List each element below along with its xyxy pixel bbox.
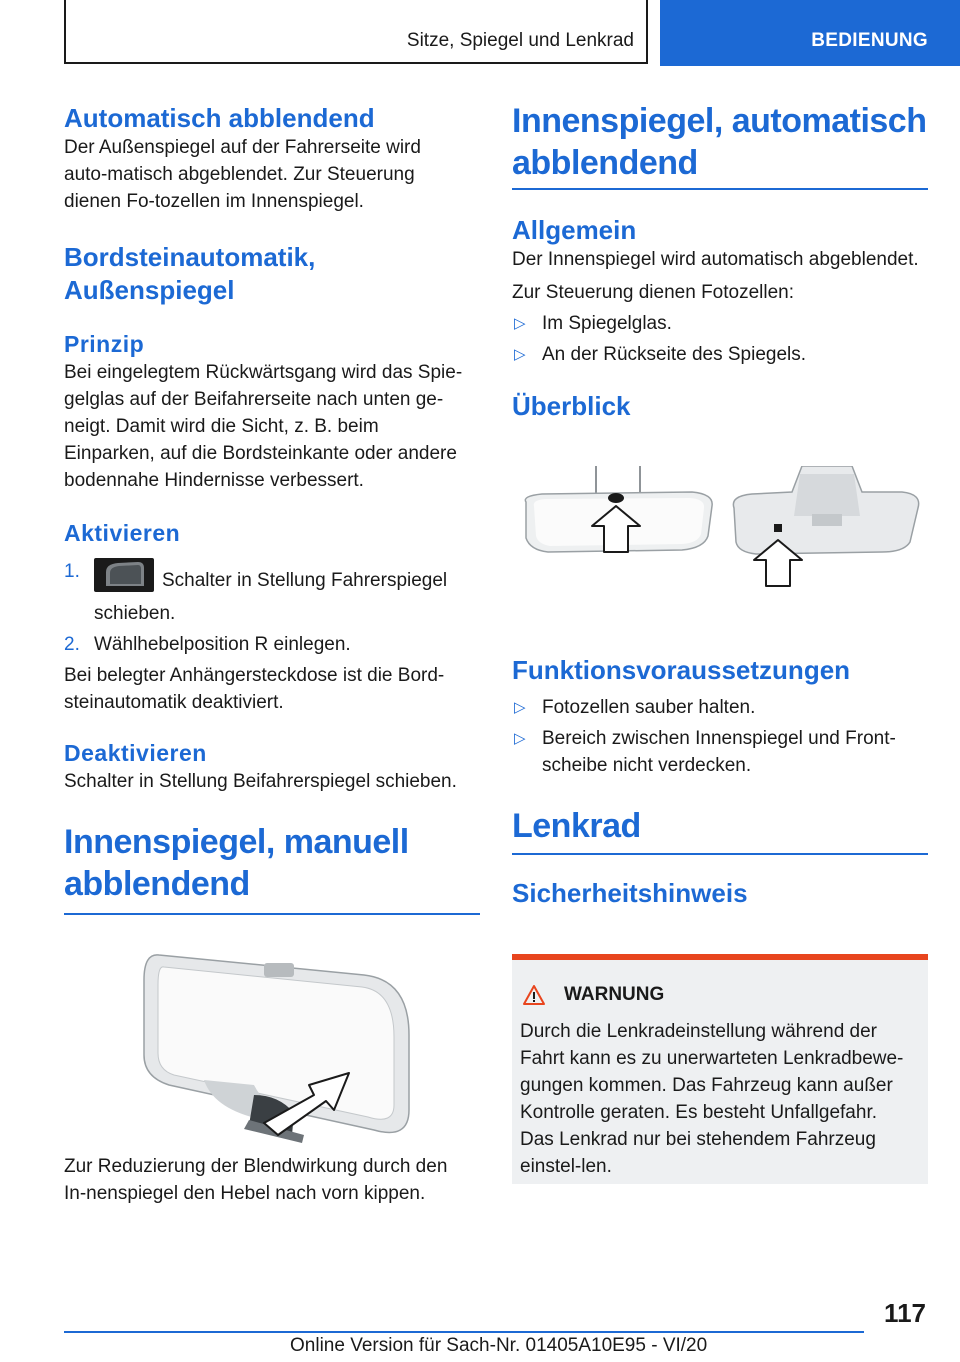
mirror-switch-icon (94, 558, 154, 600)
requirements-heading: Funktionsvoraussetzungen (512, 655, 851, 685)
general-heading: Allgemein (512, 215, 637, 245)
step-text: Wählhebelposition R einlegen. (94, 634, 351, 655)
list-item (64, 631, 480, 658)
footer-rule (64, 1331, 864, 1333)
sensors-list (512, 310, 928, 368)
trailer-note: Bei belegter Anhängersteckdose ist die Bord-steinautomatik deaktiviert. (64, 665, 445, 713)
list-item-text-cont: scheibe nicht verdecken. (542, 755, 752, 776)
bullet-triangle-icon: ▷ (514, 699, 526, 716)
warning-box (512, 954, 928, 1184)
auto-mirror-image (512, 466, 928, 616)
deactivate-heading: Deaktivieren (64, 740, 207, 766)
section-title: Sitze, Spiegel und Lenkrad (406, 30, 634, 51)
curb-heading-line1: Bordsteinautomatik, (64, 242, 316, 272)
section-rule (512, 188, 928, 190)
right-column (512, 100, 928, 909)
list-item (64, 558, 480, 627)
list-item (512, 725, 928, 779)
manual-mirror-image (64, 945, 480, 1145)
steering-heading: Lenkrad (512, 807, 641, 845)
warning-triangle-icon (522, 984, 546, 1006)
curb-heading-line2: Außenspiegel (64, 275, 235, 305)
manual-heading-line2: abblendend (64, 865, 250, 903)
manual-heading-line1: Innenspiegel, manuell (64, 823, 409, 861)
step-number: 1. (64, 561, 80, 582)
safety-heading: Sicherheitshinweis (512, 878, 748, 908)
auto-heading-line2: abblendend (512, 144, 698, 182)
warning-label: WARNUNG (564, 984, 665, 1005)
section-header (64, 0, 648, 64)
left-column (64, 100, 480, 1207)
manual-heading (64, 821, 480, 905)
list-item (512, 310, 928, 337)
chapter-title: BEDIENUNG (811, 30, 928, 51)
page-number: 117 (884, 1298, 926, 1328)
list-item (512, 341, 928, 368)
warning-header (520, 980, 916, 1010)
footer-online-version: Online Version für Sach-Nr. 01405A10E95 - VI/20 (290, 1335, 708, 1356)
auto-mirror-heading (512, 100, 928, 184)
list-item-text: Fotozellen sauber halten. (542, 697, 756, 718)
list-item-text: Bereich zwischen Innenspiegel und Front- (542, 728, 896, 749)
auto-dim-heading: Automatisch abblendend (64, 103, 375, 133)
bullet-triangle-icon: ▷ (514, 315, 526, 332)
deactivate-text: Schalter in Stellung Beifahrerspiegel schieben. (64, 771, 457, 792)
activate-steps (64, 558, 480, 658)
page-header (0, 0, 960, 66)
sensors-intro: Zur Steuerung dienen Fotozellen: (512, 282, 795, 303)
list-item-text: An der Rückseite des Spiegels. (542, 344, 807, 365)
step-text-cont: schieben. (94, 603, 176, 624)
auto-heading-line1: Innenspiegel, automatisch (512, 102, 927, 140)
manual-text: Zur Reduzierung der Blendwirkung durch den In-nenspiegel den Hebel nach vorn kippen. (64, 1156, 448, 1204)
activate-heading: Aktivieren (64, 520, 181, 546)
general-text: Der Innenspiegel wird automatisch abgeblendet. (512, 249, 919, 270)
warning-text: Durch die Lenkradeinstellung während der Fahrt kann es zu unerwarteten Lenkradbewe-gungen kommen. Das Fahrzeug kann außer Kontrolle geraten. Es besteht Unfallgefahr. Das Lenkrad nur bei stehendem Fahrzeug einstel-len. (520, 1021, 904, 1177)
bullet-triangle-icon: ▷ (514, 346, 526, 363)
chapter-tab (660, 0, 960, 66)
bullet-triangle-icon: ▷ (514, 730, 526, 747)
prinzip-text: Bei eingelegtem Rückwärtsgang wird das Spie-gelglas auf der Beifahrerseite nach unten ge-neigt. Damit wird die Sicht, z. B. beim Einparken, auf die Bordsteinkante oder andere bodennahe Hindernisse verbessert. (64, 362, 463, 491)
step-number: 2. (64, 634, 80, 655)
step-text: Schalter in Stellung Fahrerspiegel (162, 570, 448, 591)
list-item (512, 694, 928, 721)
auto-dim-text: Der Außenspiegel auf der Fahrerseite wird auto-matisch abgeblendet. Zur Steuerung dienen Fo-tozellen im Innenspiegel. (64, 137, 421, 212)
section-rule (64, 913, 480, 915)
curb-heading (64, 241, 480, 307)
list-item-text: Im Spiegelglas. (542, 313, 672, 334)
section-rule (512, 853, 928, 855)
prinzip-heading: Prinzip (64, 331, 145, 357)
overview-heading: Überblick (512, 391, 631, 421)
requirements-list (512, 694, 928, 779)
